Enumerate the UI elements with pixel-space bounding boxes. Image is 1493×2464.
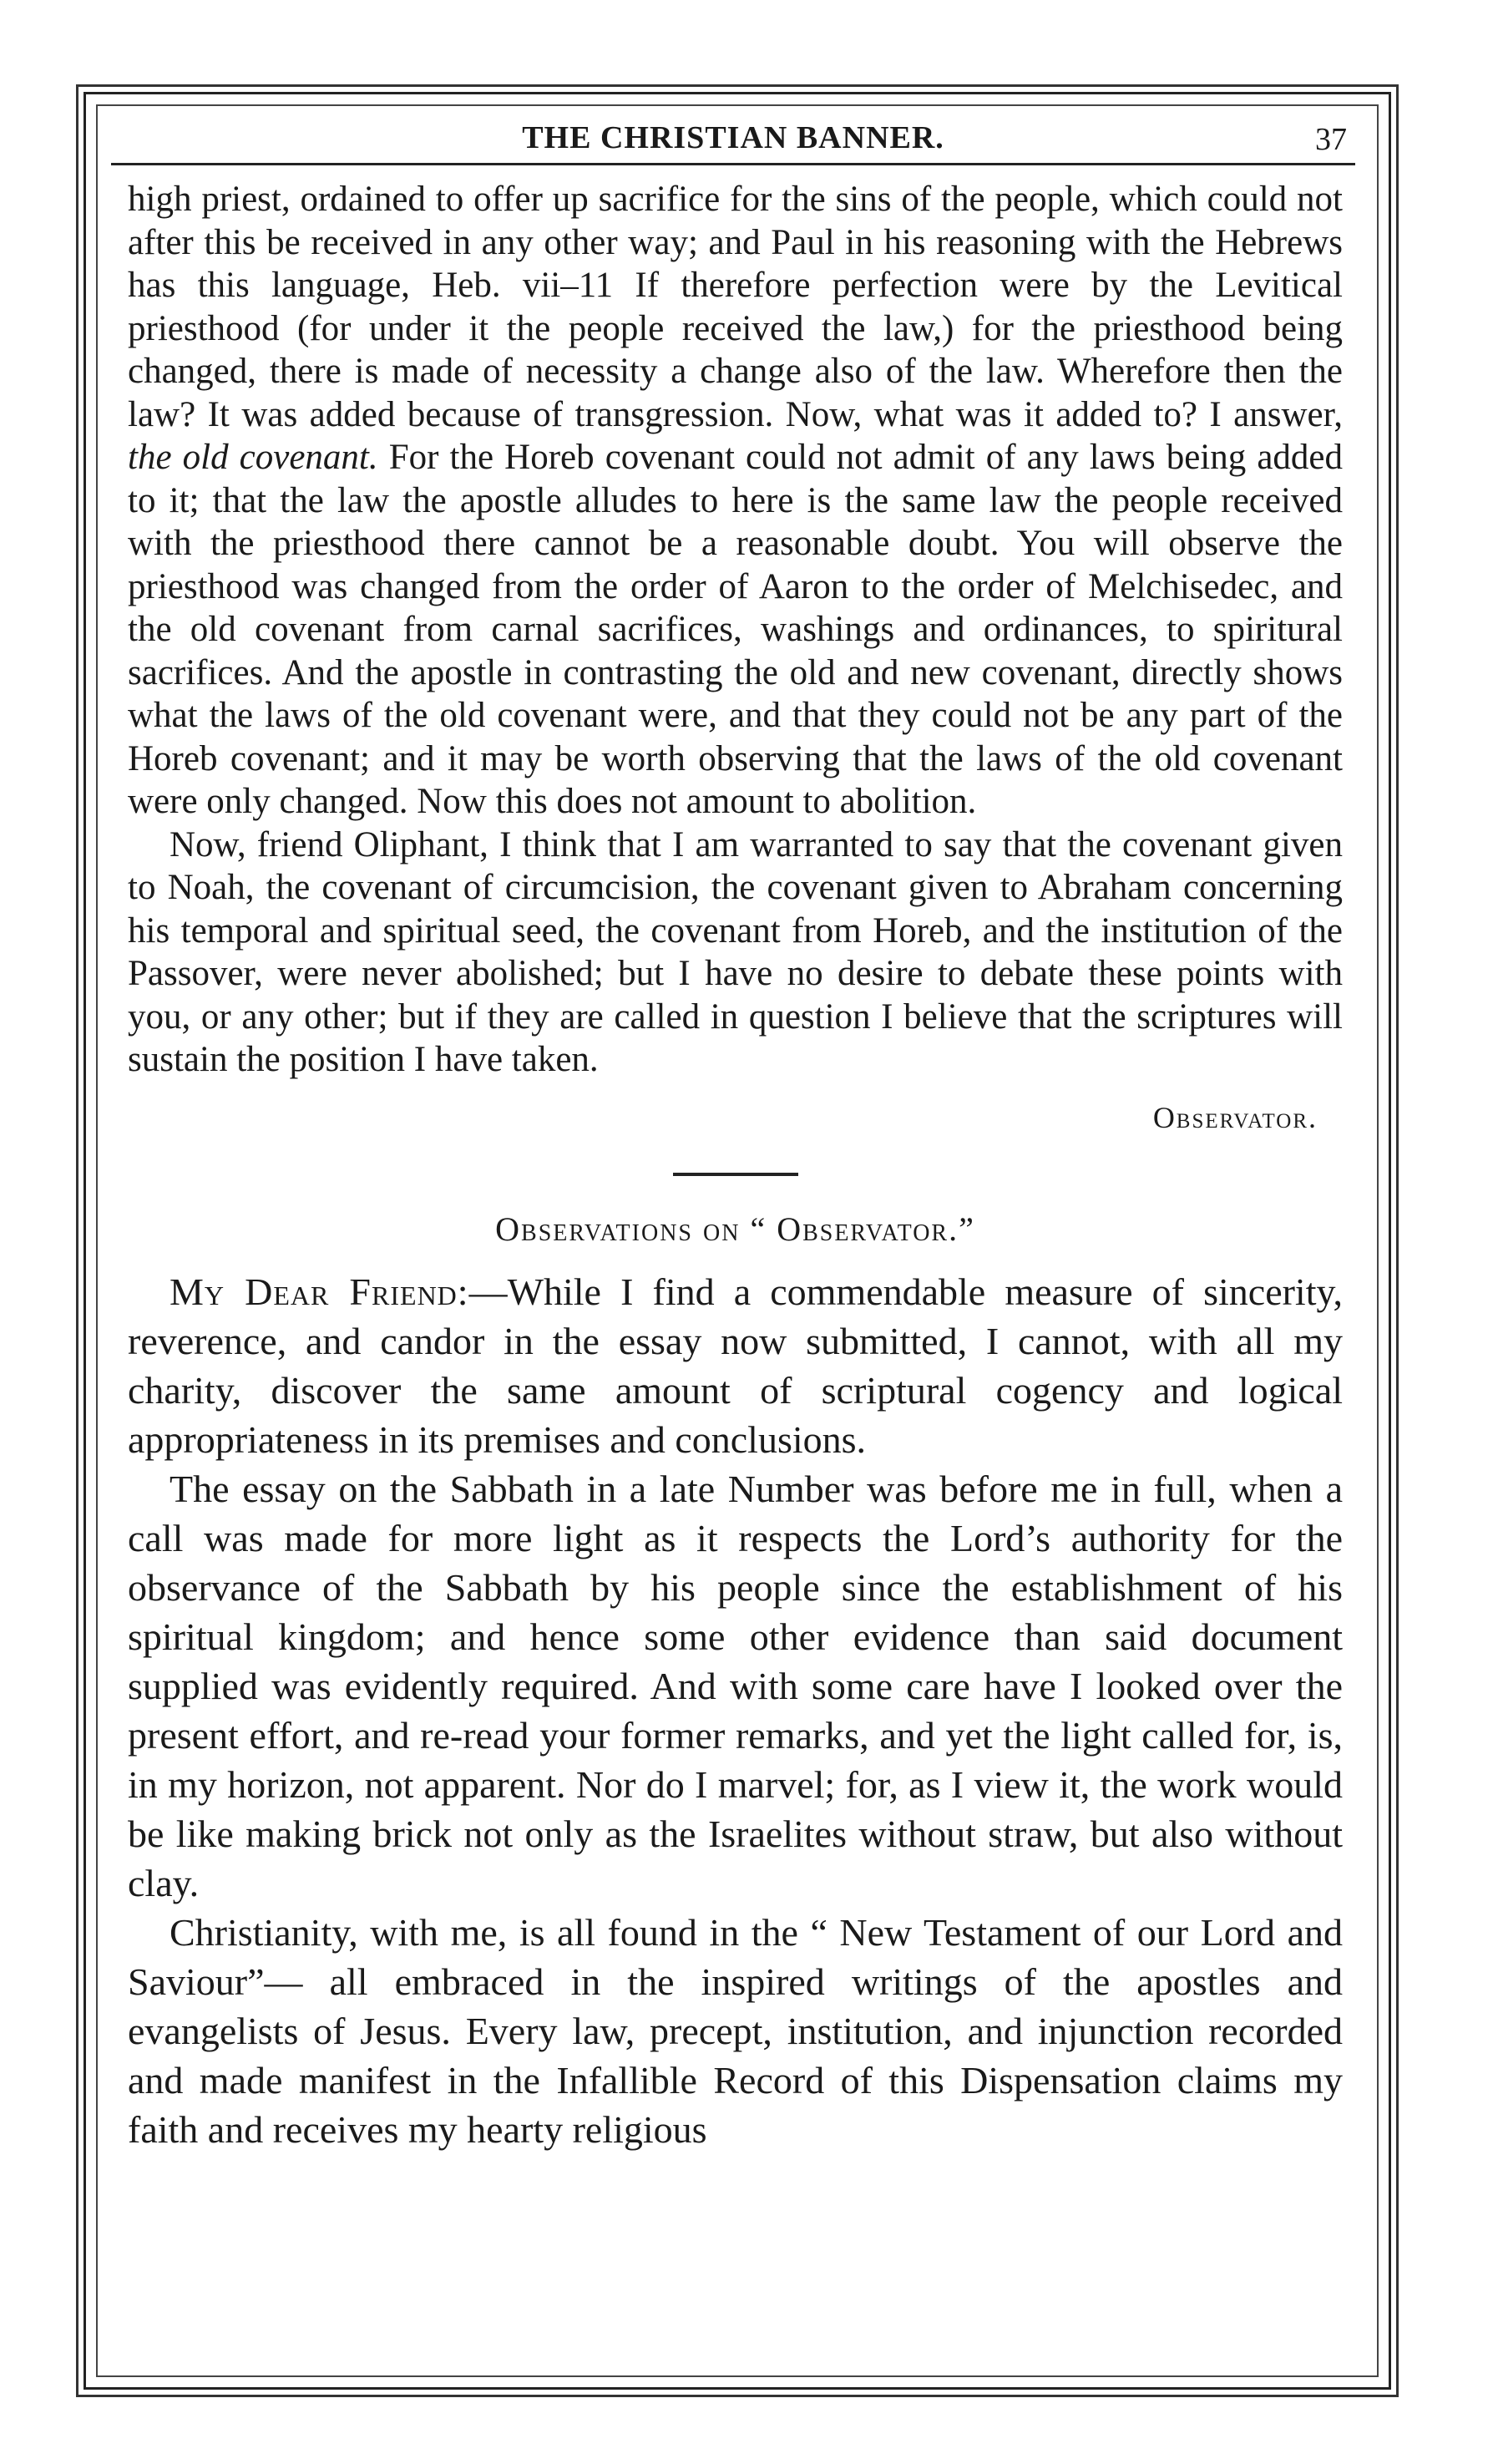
article-observator — [128, 178, 1343, 1139]
emphasis-old-covenant: the old covenant. — [128, 438, 378, 477]
salutation: My Dear Friend: — [170, 1270, 469, 1313]
paragraph-text: high priest, ordained to offer up sacrifice for the sins of the people, which could not after this be received in any other way; and Paul in his reasoning with the Hebrews has this language, Heb. vii–11 If therefore perfection were by the Levitical priesthood (for under it the people received the law,) for the priesthood being changed, there is made of necessity a change also of the law. Wherefore then the law? It was added because of transgression. Now, what was it added to? I answer, — [128, 180, 1343, 434]
section-title: Observations on “ Observator.” — [495, 1210, 975, 1248]
section-divider — [673, 1173, 798, 1176]
author-signature: Observator. — [1152, 1100, 1318, 1134]
page-number: 37 — [1315, 122, 1347, 157]
paragraph-text: For the Horeb covenant could not admit of any laws being added to it; that the law the apostle alludes to here is the same law the people received with the priesthood there cannot be a reasonable doubt. You will observe the priesthood was changed from the order of Aaron to the order of Melchisedec, and the old covenant from carnal sacrifices, washings and ordinances, to spiritural sacrifices. And the apostle in contrasting the old and new covenant, directly shows what the laws of the old covenant were, and that they could not be any part of the Horeb covenant; and it may be worth observing that the laws of the old covenant were only changed. Now this does not amount to abolition. — [128, 438, 1343, 821]
article-paragraph: Christianity, with me, is all found in the “ New Testament of our Lord and Saviour”— all embraced in the inspired writings of the apostles and evangelists of Jesus. Every law, precept, institution, and injunction recorded and made manifest in the Infallible Record of this Dispensation claims my faith and receives my hearty religious — [128, 1911, 1343, 2151]
text-column — [128, 178, 1343, 2154]
running-header — [111, 113, 1355, 165]
article-paragraph — [128, 1267, 1343, 1464]
article-paragraph — [128, 178, 1343, 824]
article-paragraph: The essay on the Sabbath in a late Number was before me in full, when a call was made for more light as it respects the Lord’s authority for the observance of the Sabbath by his people since the establishment of his spiritual kingdom; and hence some other evidence than said document supplied was evidently required. And with some care have I looked over the present effort, and re-read your former remarks, and yet the light called for, is, in my horizon, not apparent. Nor do I marvel; for, as I view it, the work would be like making brick not only as the Israelites without straw, but also without clay. — [128, 1468, 1343, 1904]
page-frame — [84, 92, 1391, 2390]
article-observations — [128, 1267, 1343, 2154]
article-paragraph: Now, friend Oliphant, I think that I am warranted to say that the covenant given to Noah, the covenant of circumcision, the covenant given to Abraham concerning his temporal and spiritual seed, the covenant from Horeb, and the institution of the Passover, were never abolished; but I have no desire to debate these points with you, or any other; but if they are called in question I believe that the scriptures will sustain the position I have taken. — [128, 824, 1343, 1079]
journal-title: THE CHRISTIAN BANNER. — [522, 120, 944, 155]
paragraph-text: —While I find a commendable measure of sincerity, reverence, and candor in the essay now submitted, I cannot, with all my charity, discover the same amount of scriptural cogency and logical appropriateness in its premises and conclusions. — [128, 1270, 1344, 1461]
